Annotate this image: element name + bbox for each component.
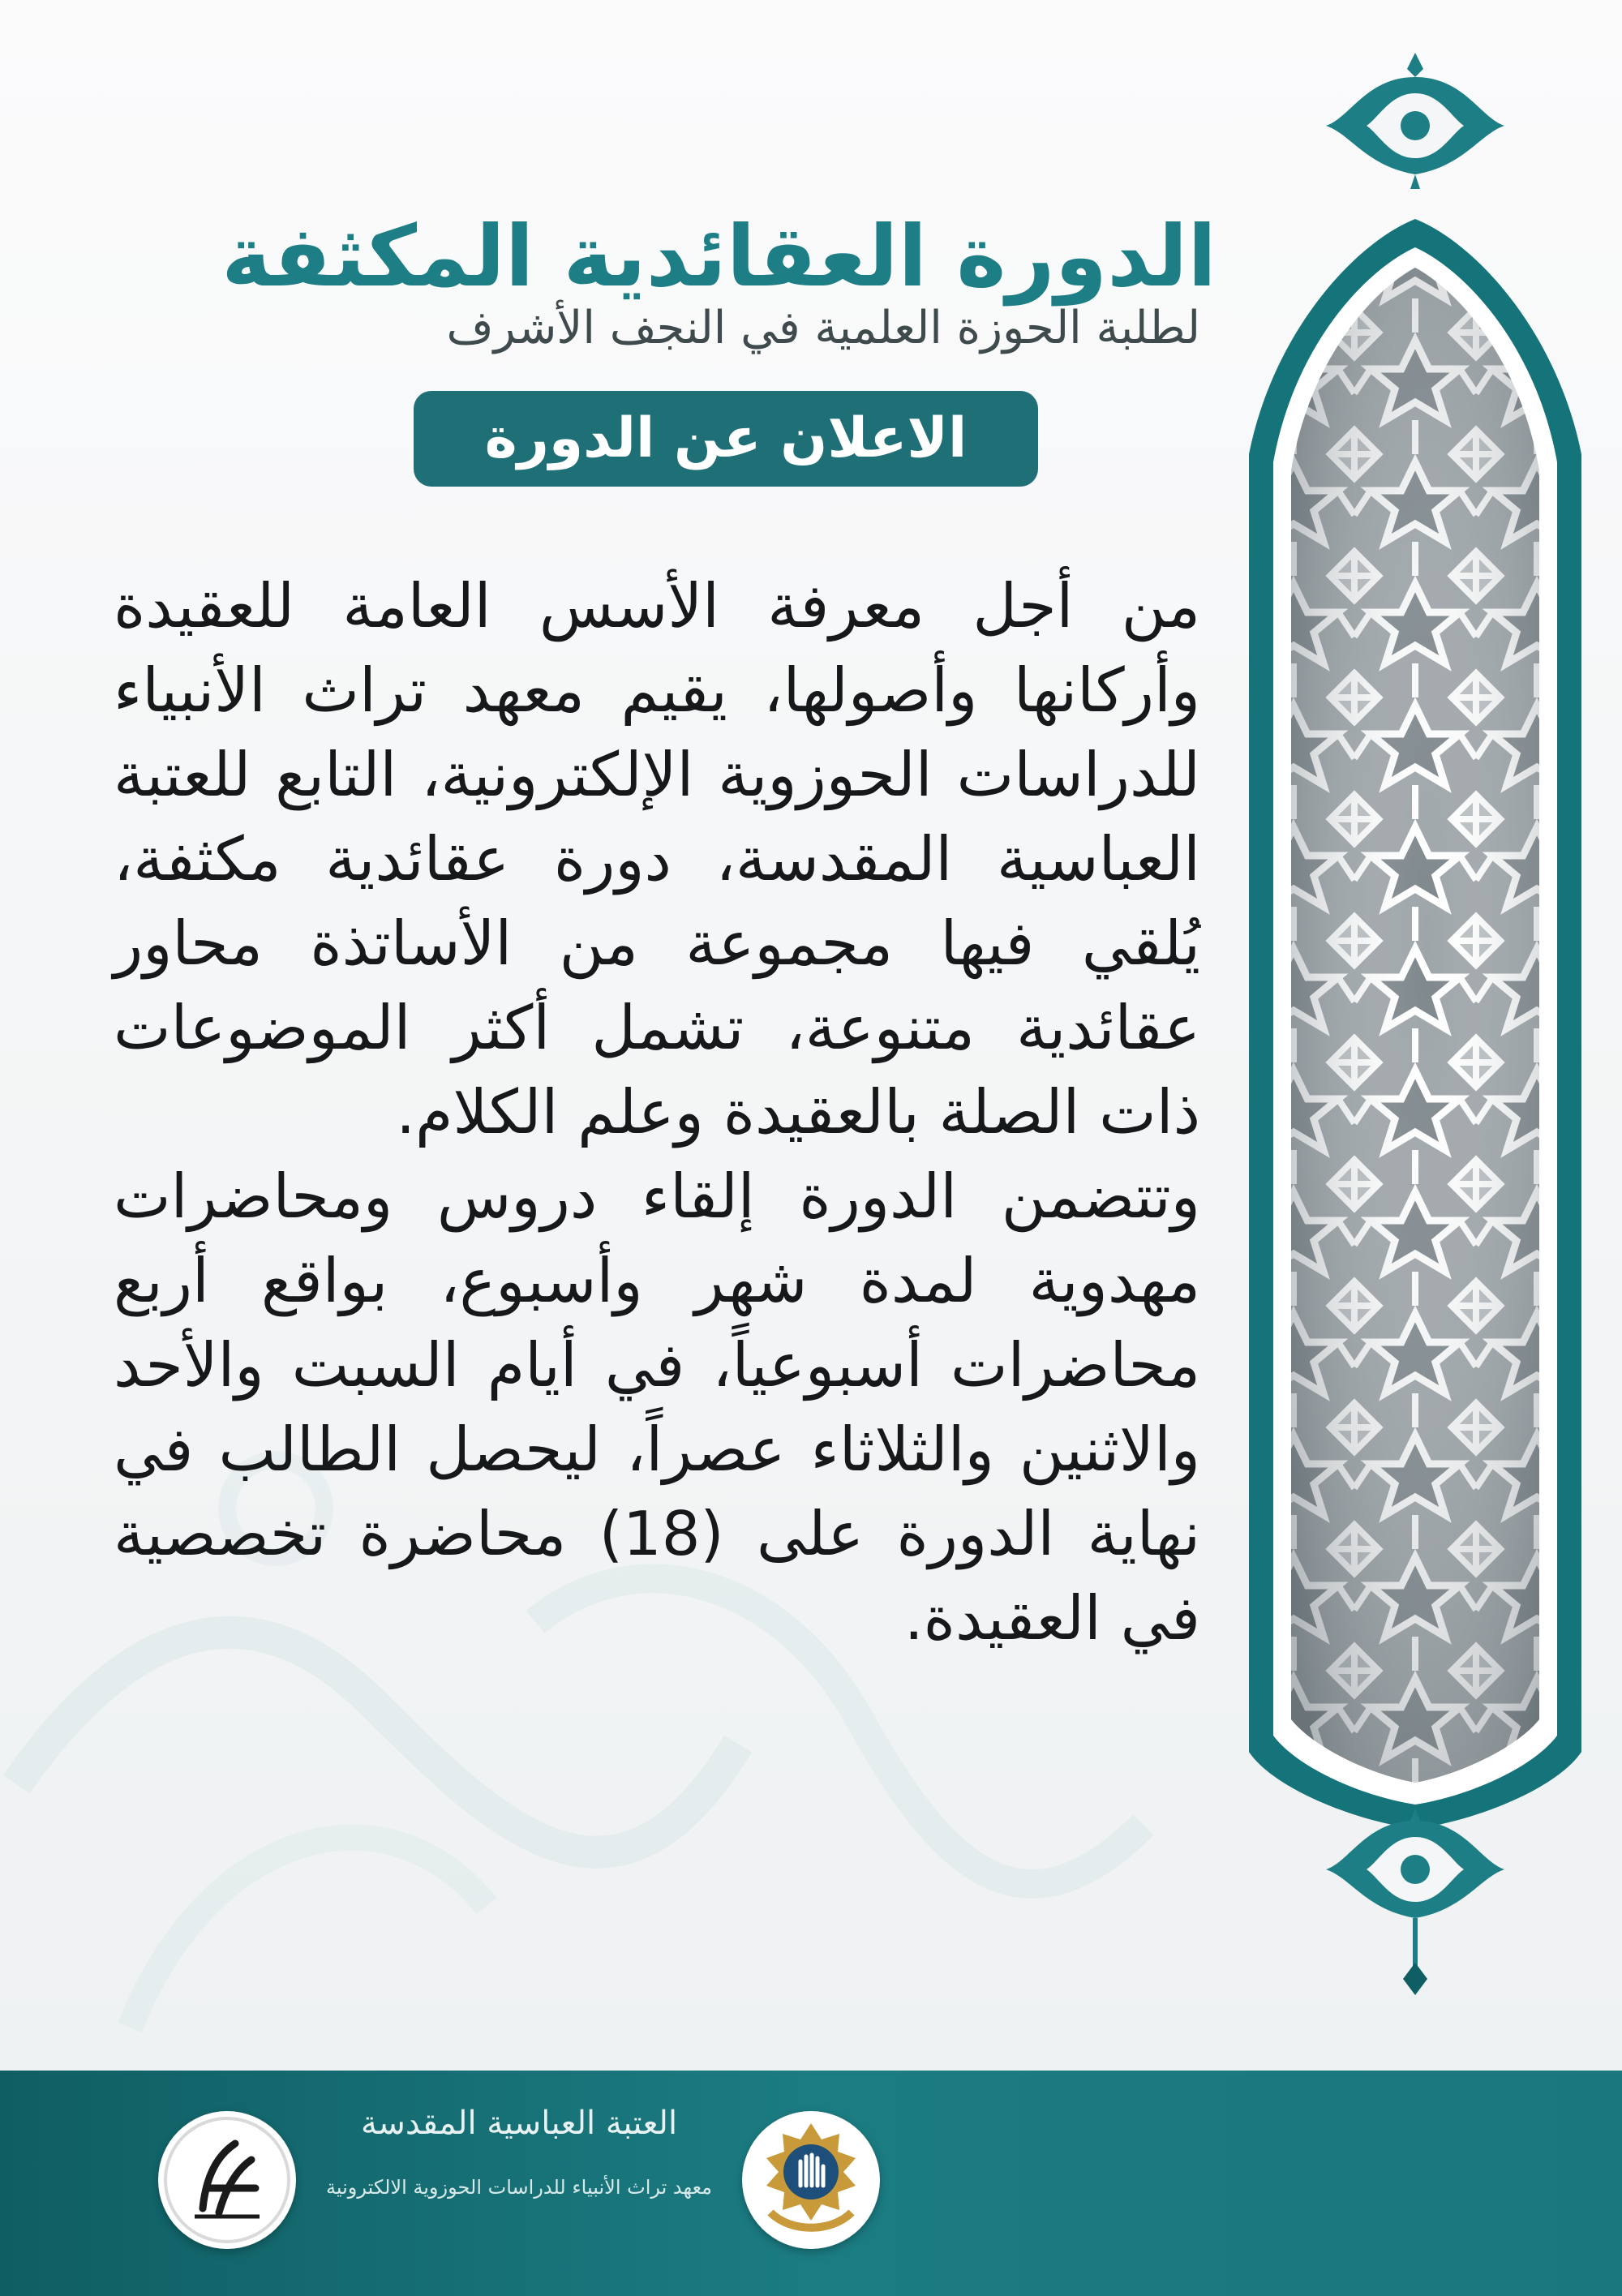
arched-pattern-frame bbox=[1233, 211, 1598, 1833]
body-paragraph-2: وتتضمن الدورة إلقاء دروس ومحاضرات مهدوية لمدة شهر وأسبوع، بواقع أربع محاضرات أسبوعياً، في أيام السبت والأحد والاثنين والثلاثاء عصراً، ليحصل الطالب في نهاية الدورة على (18) محاضرة تخصصية في العقيدة. bbox=[114, 1161, 1201, 1654]
shrine-seal-logo bbox=[158, 2111, 296, 2249]
page-title: الدورة العقائدية المكثفة bbox=[221, 206, 1216, 306]
institution-name: العتبة العباسية المقدسة bbox=[360, 2105, 678, 2142]
body-paragraph-1: من أجل معرفة الأسس العامة للعقيدة وأركانها وأصولها، يقيم معهد تراث الأنبياء للدراسات الحوزوية الإلكترونية، التابع للعتبة العباسية المقدسة، دورة عقائدية مكثفة، يُلقي فيها مجموعة من الأساتذة محاور عقائدية متنوعة، تشمل أكثر الموضوعات ذات الصلة بالعقيدة وعلم الكلام. bbox=[114, 570, 1200, 1148]
bottom-floral-ornament bbox=[1318, 1805, 1513, 1999]
top-floral-ornament bbox=[1318, 45, 1513, 191]
announcement-body bbox=[114, 564, 1200, 1660]
page-subtitle: لطلبة الحوزة العلمية في النجف الأشرف bbox=[446, 302, 1200, 354]
hand-emblem-icon bbox=[742, 2111, 880, 2249]
footer-band bbox=[0, 2071, 1622, 2296]
announcement-badge: الاعلان عن الدورة bbox=[414, 391, 1038, 487]
calligraphy-seal-icon bbox=[158, 2111, 296, 2249]
institute-name: معهد تراث الأنبياء للدراسات الحوزوية الالكترونية bbox=[325, 2176, 713, 2199]
institute-logo bbox=[742, 2111, 880, 2249]
